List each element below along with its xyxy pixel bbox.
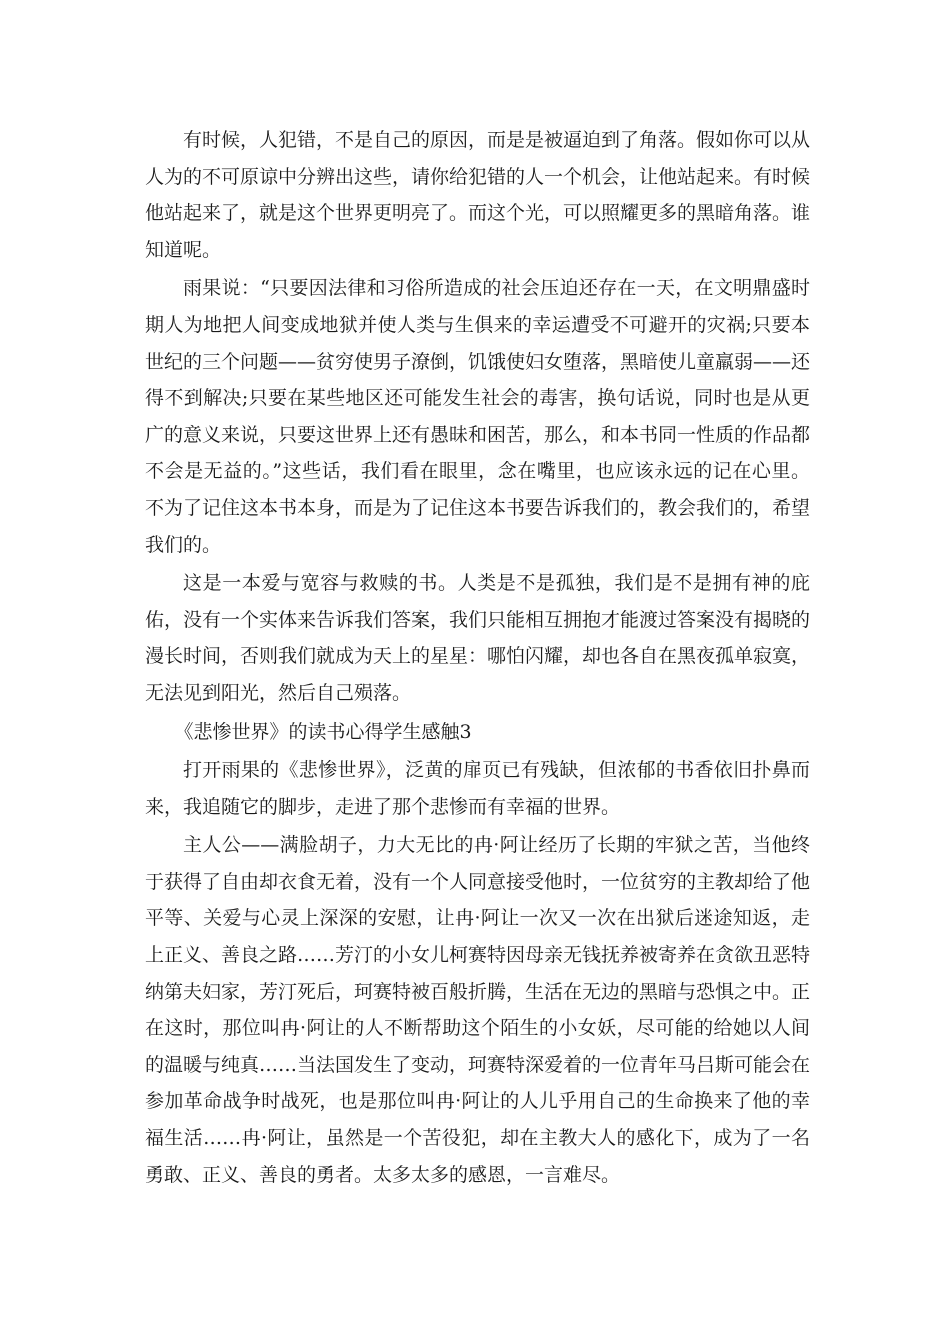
paragraph-opening-book: 打开雨果的《悲惨世界》，泛黄的扉页已有残缺，但浓郁的书香依旧扑鼻而来，我追随它的脚步，走进了那个悲惨而有幸福的世界。 [145,759,810,818]
paragraph-protagonist: 主人公——满脸胡子，力大无比的冉·阿让经历了长期的牢狱之苦，当他终于获得了自由却衣食无着，没有一个人同意接受他时，一位贫穷的主教却给了他平等、关爱与心灵上深深的安慰，让冉·阿让一次又一次在出狱后迷途知返，走上正义、善良之路……芳汀的小女儿柯赛特因母亲无钱抚养被寄养在贪欲丑恶特纳第夫妇家，芳汀死后，珂赛特被百般折腾，生活在无边的黑暗与恐惧之中。正在这时，那位叫冉·阿让的人不断帮助这个陌生的小女妖，尽可能的给她以人间的温暖与纯真……当法国发生了变动，珂赛特深爱着的一位青年马吕斯可能会在参加革命战争时战死，也是那位叫冉·阿让的人儿乎用自己的生命换来了他的幸福生活……冉·阿让，虽然是一个苦役犯，却在主教大人的感化下，成为了一名勇敢、正义、善良的勇者。太多太多的感恩，一言难尽。 [145,834,811,1186]
document-body [145,122,810,1195]
paragraph-love-tolerance: 这是一本爱与宽容与救赎的书。人类是不是孤独，我们是不是拥有神的庇佑，没有一个实体来告诉我们答案，我们只能相互拥抱才能渡过答案没有揭晓的漫长时间，否则我们就成为天上的星星：哪怕闪耀，却也各自在黑夜孤单寂寞，无法见到阳光，然后自己殒落。 [145,572,811,704]
paragraph-hugo-quote: 雨果说：“只要因法律和习俗所造成的社会压迫还存在一天，在文明鼎盛时期人为地把人间变成地狱并使人类与生俱来的幸运遭受不可避开的灾祸;只要本世纪的三个问题——贫穷使男子潦倒，饥饿使妇女堕落，黑暗使儿童羸弱——还得不到解决;只要在某些地区还可能发生社会的毒害，换句话说，同时也是从更广的意义来说，只要这世界上还有愚昧和困苦，那么，和本书同一性质的作品都不会是无益的。”这些话，我们看在眼里，念在嘴里，也应该永远的记在心里。不为了记住这本书本身，而是为了记住这本书要告诉我们的，教会我们的，希望我们的。 [145,277,811,556]
section-heading: 《悲惨世界》的读书心得学生感触3 [174,720,472,743]
paragraph-mistakes: 有时候，人犯错，不是自己的原因，而是是被逼迫到了角落。假如你可以从人为的不可原谅中分辨出这些，请你给犯错的人一个机会，让他站起来。有时候他站起来了，就是这个世界更明亮了。而这个光，可以照耀更多的黑暗角落。谁知道呢。 [145,129,811,261]
